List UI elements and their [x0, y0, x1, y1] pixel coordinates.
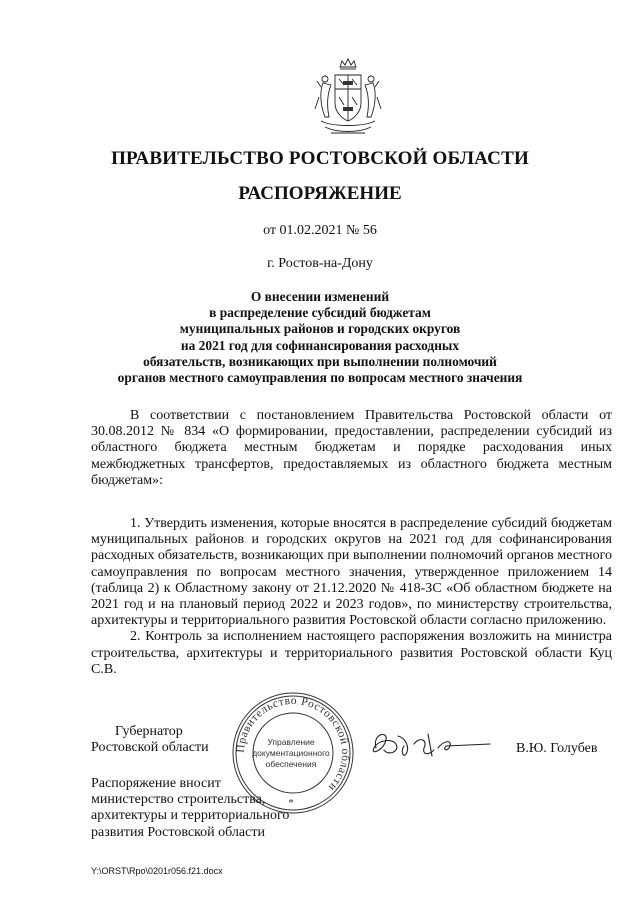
- handwritten-signature: [362, 726, 492, 764]
- title-line: обязательств, возникающих при выполнении полномочий: [143, 353, 497, 369]
- decision-item-2: 2. Контроль за исполнением настоящего распоряжения возложить на министра строительства, архитектуры и территориального развития Ростовской области Куц С.В.: [91, 629, 612, 677]
- introduced-by-line: Распоряжение вносит: [91, 776, 221, 791]
- stamp-ring-text: Правительство Ростовской области: [234, 694, 352, 794]
- stamp-inner-line: Управление: [267, 737, 315, 747]
- introduced-by: [91, 776, 331, 841]
- title-line: в распределение субсидий бюджетам: [209, 305, 431, 321]
- signatory-title: [91, 724, 241, 756]
- stamp-inner-line: документационного: [252, 748, 330, 758]
- signatory-name: В.Ю. Голубев: [516, 741, 598, 756]
- document-type: РАСПОРЯЖЕНИЕ: [238, 183, 402, 204]
- file-path: Y:\ORST\Rpo\0201r056.f21.docx: [91, 866, 223, 876]
- coat-of-arms-emblem: [313, 57, 383, 141]
- stamp-star: *: [288, 797, 294, 809]
- preamble-paragraph: В соответствии с постановлением Правительства Ростовской области от 30.08.2012 № 834 «О формировании, предоставлении, распределении субсидий из областного бюджета местным бюджетам и порядке расходования иных межбюджетных трансфертов, предоставляемых из областного бюджета местным бюджетам»:: [91, 408, 612, 488]
- introduced-by-line: развития Ростовской области: [91, 824, 265, 840]
- title-line: О внесении изменений: [250, 289, 390, 304]
- title-line: на 2021 год для софинансирования расходных: [180, 337, 460, 353]
- decision-item-1: 1. Утвердить изменения, которые вносятся в распределение субсидий бюджетам муниципальных районов и городских округов на 2021 год для софинансирования расходных обязательств, возникающих при выполнении полномочий органов местного самоуправления по вопросам местного значения, утвержденное приложением 14 (таблица 2) к Областному закону от 21.12.2020 № 418-ЗС «Об областном бюджете на 2021 год и на плановый период 2022 и 2023 годов», по министерству строительства, архитектуры и территориального развития Ростовской области согласно приложению.: [91, 516, 612, 629]
- title-line: муниципальных районов и городских округов: [179, 321, 461, 337]
- document-title: [0, 289, 640, 386]
- signatory-title-line: Ростовской области: [91, 740, 209, 756]
- document-city: г. Ростов-на-Дону: [267, 256, 373, 271]
- decision-items: [91, 516, 612, 678]
- introduced-by-line: министерство строительства,: [91, 792, 266, 808]
- title-line: органов местного самоуправления по вопросам местного значения: [117, 370, 523, 386]
- preamble: [91, 408, 612, 489]
- document-date-number: от 01.02.2021 № 56: [263, 223, 377, 238]
- stamp-inner-line: обеспечения: [265, 759, 317, 769]
- introduced-by-line: архитектуры и территориального: [91, 808, 290, 824]
- signatory-title-line: Губернатор: [115, 724, 183, 739]
- organization-name: ПРАВИТЕЛЬСТВО РОСТОВСКОЙ ОБЛАСТИ: [111, 148, 529, 169]
